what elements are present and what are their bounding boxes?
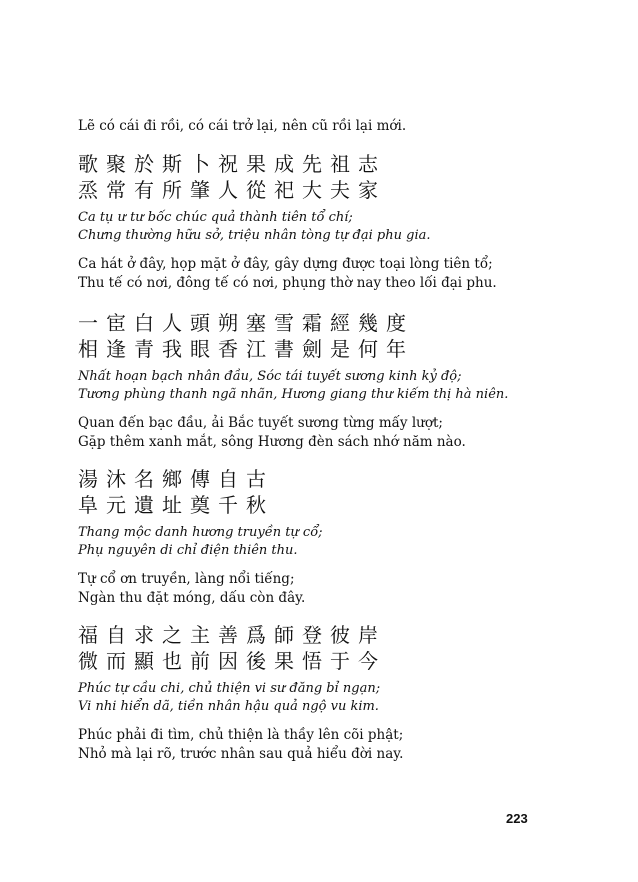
han-line: 烝常有所肇人從祀大夫家 — [78, 178, 386, 202]
page-number: 223 — [506, 811, 528, 826]
transliteration-line: Phụ nguyên di chỉ điện thiên thu. — [78, 543, 298, 558]
couplet-1 — [78, 151, 578, 292]
translation-line: Tự cổ ơn truyền, làng nổi tiếng; — [78, 571, 295, 587]
transliteration-line: Thang mộc danh hương truyền tự cổ; — [78, 525, 323, 540]
transliteration-line: Chưng thường hữu sở, triệu nhân tòng tự đại phu gia. — [78, 228, 431, 243]
han-line: 福自求之主善爲師登彼岸 — [78, 623, 386, 647]
translation-line: Nhỏ mà lại rõ, trước nhân sau quả hiểu đời nay. — [78, 745, 404, 762]
han-line: 一宦白人頭朔塞雪霜經幾度 — [78, 311, 414, 335]
han-line: 歌聚於斯卜祝果成先祖志 — [78, 152, 386, 176]
intro-line: Lẽ có cái đi rồi, có cái trở lại, nên cũ rồi lại mới. — [78, 118, 407, 134]
couplet-2 — [78, 310, 578, 451]
translation-line: Gặp thêm xanh mắt, sông Hương đèn sách nhớ năm nào. — [78, 433, 466, 450]
translation-line: Phúc phải đi tìm, chủ thiện là thầy lên cõi phật; — [78, 727, 404, 743]
transliteration-line: Tương phùng thanh ngã nhãn, Hương giang thư kiếm thị hà niên. — [78, 387, 509, 402]
transliteration-line: Phúc tự cầu chi, chủ thiện vi sư đăng bỉ ngạn; — [78, 681, 381, 696]
han-line: 湯沐名鄉傳自古 — [78, 467, 274, 491]
translation-line: Ca hát ở đây, họp mặt ở đây, gây dựng được toại lòng tiên tổ; — [78, 256, 493, 272]
translation-line: Ngàn thu đặt móng, dấu còn đây. — [78, 589, 306, 606]
couplet-3 — [78, 466, 578, 607]
translation-line: Quan đến bạc đầu, ải Bắc tuyết sương từng mấy lượt; — [78, 415, 443, 431]
han-line: 相逢青我眼香江書劍是何年 — [78, 337, 414, 361]
transliteration-line: Ca tụ ư tư bốc chúc quả thành tiên tổ chí; — [78, 210, 353, 225]
han-line: 微而顯也前因後果悟于今 — [78, 649, 386, 673]
han-line: 阜元遺址奠千秋 — [78, 493, 274, 517]
transliteration-line: Vi nhi hiển dã, tiền nhân hậu quả ngộ vu kim. — [78, 699, 379, 714]
transliteration-line: Nhất hoạn bạch nhân đầu, Sóc tái tuyết sương kinh kỷ độ; — [78, 369, 462, 384]
couplet-4 — [78, 622, 578, 763]
translation-line: Thu tế có nơi, đông tế có nơi, phụng thờ nay theo lối đại phu. — [78, 274, 497, 291]
